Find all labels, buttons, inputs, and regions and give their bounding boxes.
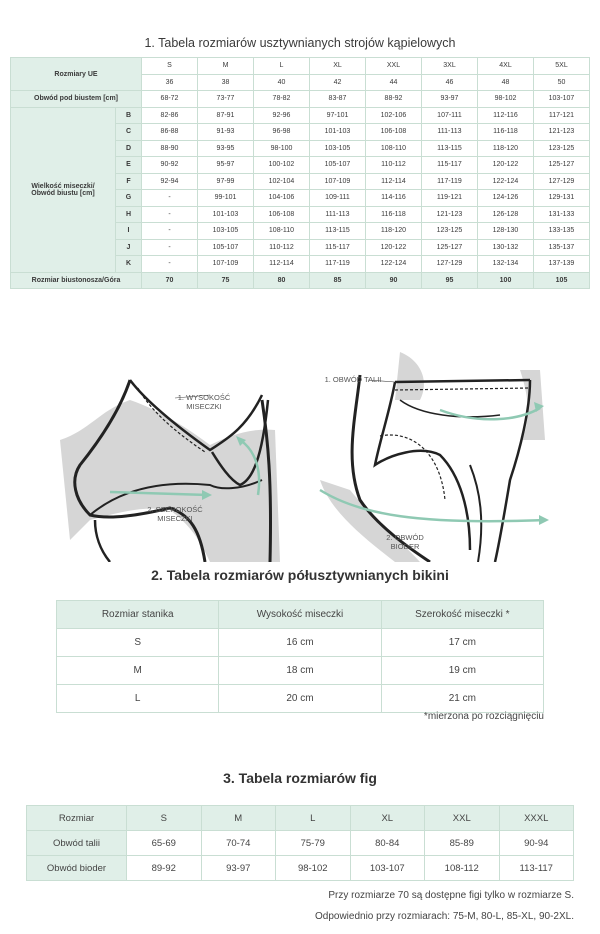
cup-letter: C (116, 124, 142, 141)
footer-cell: 95 (422, 272, 478, 289)
label-cup-width-2: MISECZKI (157, 514, 193, 523)
underbust-cell: 83-87 (310, 91, 366, 108)
size-header: 4XL (478, 58, 534, 75)
underbust-cell: 88-92 (366, 91, 422, 108)
table-cell: 113-117 (499, 856, 574, 881)
bust-cell: 107-109 (198, 256, 254, 273)
bust-cell: 98-100 (254, 140, 310, 157)
bust-cell: 102-104 (254, 173, 310, 190)
row-label-footer: Rozmiar biustonosza/Góra (11, 272, 142, 289)
column-header: Wysokość miseczki (219, 601, 381, 629)
bra-illustration (60, 380, 280, 562)
bust-cell: 112-114 (254, 256, 310, 273)
bust-cell: 122-124 (478, 173, 534, 190)
bust-cell: 101-103 (310, 124, 366, 141)
bust-cell: 119-121 (422, 190, 478, 207)
briefs-size-table (26, 805, 574, 881)
eu-cell: 50 (534, 74, 590, 91)
footer-cell: 85 (310, 272, 366, 289)
eu-cell: 48 (478, 74, 534, 91)
size-header: XXL (366, 58, 422, 75)
bust-cell: 124-126 (478, 190, 534, 207)
bust-cell: - (142, 206, 198, 223)
cup-letter: H (116, 206, 142, 223)
table-cell: 103-107 (350, 856, 425, 881)
footer-row (11, 272, 590, 289)
label-cup-width-1: 2. SZEROKOŚĆ (147, 505, 203, 514)
cup-letter: E (116, 157, 142, 174)
bust-cell: 127-129 (422, 256, 478, 273)
table-cell: L (57, 685, 219, 713)
bra-size-table (10, 57, 590, 289)
footer-cell: 100 (478, 272, 534, 289)
footer-cell: 75 (198, 272, 254, 289)
row-label-cup (11, 107, 116, 272)
size-header: M (198, 58, 254, 75)
table-cell: 20 cm (219, 685, 381, 713)
size-header: 5XL (534, 58, 590, 75)
label-cup-height-2: MISECZKI (186, 402, 222, 411)
bust-cell: 101-103 (198, 206, 254, 223)
bust-cell: 87-91 (198, 107, 254, 124)
bust-cell: 97-99 (198, 173, 254, 190)
table-cell: 90-94 (499, 831, 574, 856)
bust-cell: 107-109 (310, 173, 366, 190)
bust-cell: - (142, 190, 198, 207)
bust-cell: 115-117 (310, 239, 366, 256)
bust-cell: 128-130 (478, 223, 534, 240)
bust-cell: 107-111 (422, 107, 478, 124)
bust-cell: 126-128 (478, 206, 534, 223)
cup-letter: F (116, 173, 142, 190)
eu-cell: 38 (198, 74, 254, 91)
bust-cell: 120-122 (366, 239, 422, 256)
table-cell: 70-74 (201, 831, 276, 856)
table-cell: S (57, 629, 219, 657)
column-header: S (127, 806, 202, 831)
bust-cell: 120-122 (478, 157, 534, 174)
underbust-cell: 93-97 (422, 91, 478, 108)
bust-cell: 133-135 (534, 223, 590, 240)
cup-letter: G (116, 190, 142, 207)
cup-letter: J (116, 239, 142, 256)
table-cell: 80-84 (350, 831, 425, 856)
bust-cell: 111-113 (310, 206, 366, 223)
label-waist: 1. OBWÓD TALII (324, 375, 382, 384)
bust-cell: 112-114 (366, 173, 422, 190)
bust-cell: 117-121 (534, 107, 590, 124)
bust-cell: 110-112 (254, 239, 310, 256)
column-header: L (276, 806, 351, 831)
bust-cell: 121-123 (422, 206, 478, 223)
bust-cell: 103-105 (310, 140, 366, 157)
bust-cell: - (142, 239, 198, 256)
underbust-cell: 103-107 (534, 91, 590, 108)
bust-cell: 111-113 (422, 124, 478, 141)
bust-cell: 105-107 (198, 239, 254, 256)
bust-cell: 109-111 (310, 190, 366, 207)
column-header: Rozmiar stanika (57, 601, 219, 629)
table2-title: 2. Tabela rozmiarów półusztywnianych bikini (151, 567, 449, 583)
column-header: M (201, 806, 276, 831)
bust-cell: 121-123 (534, 124, 590, 141)
bust-cell: 108-110 (254, 223, 310, 240)
bust-cell: 102-106 (366, 107, 422, 124)
cup-letter: D (116, 140, 142, 157)
underbust-cell: 73-77 (198, 91, 254, 108)
row-label-eu: Rozmiary UE (11, 58, 142, 91)
bust-cell: 113-115 (310, 223, 366, 240)
bust-cell: 90-92 (142, 157, 198, 174)
table-cell: 108-112 (425, 856, 500, 881)
eu-cell: 42 (310, 74, 366, 91)
table-cell: M (57, 657, 219, 685)
footer-cell: 90 (366, 272, 422, 289)
bust-cell: 137-139 (534, 256, 590, 273)
table-cell: 19 cm (381, 657, 543, 685)
table-cell: 18 cm (219, 657, 381, 685)
table-cell: 65-69 (127, 831, 202, 856)
underbust-cell: 78-82 (254, 91, 310, 108)
bust-cell: 112-116 (478, 107, 534, 124)
cup-letter: I (116, 223, 142, 240)
column-header: Rozmiar (27, 806, 127, 831)
size-header: L (254, 58, 310, 75)
header-row (27, 806, 574, 831)
bust-cell: 91-93 (198, 124, 254, 141)
table-row (27, 831, 574, 856)
bust-cell: - (142, 223, 198, 240)
cup-label-line-1: Wielkość miseczki/ (31, 182, 95, 190)
cup-row (11, 107, 590, 124)
size-header: 3XL (422, 58, 478, 75)
eu-cell: 46 (422, 74, 478, 91)
label-hips-1: 2. OBWÓD (386, 533, 424, 542)
table-cell: 16 cm (219, 629, 381, 657)
bust-cell: 127-129 (534, 173, 590, 190)
bust-cell: 114-116 (366, 190, 422, 207)
table-row (57, 685, 544, 713)
bust-cell: 115-117 (422, 157, 478, 174)
bust-cell: 113-115 (422, 140, 478, 157)
bust-cell: 131-133 (534, 206, 590, 223)
column-header: Szerokość miseczki * (381, 601, 543, 629)
row-label: Obwód talii (27, 831, 127, 856)
table-cell: 17 cm (381, 629, 543, 657)
bust-cell: 125-127 (534, 157, 590, 174)
bust-cell: 117-119 (422, 173, 478, 190)
underbust-row (11, 91, 590, 108)
bust-cell: 110-112 (366, 157, 422, 174)
bust-cell: 103-105 (198, 223, 254, 240)
bust-cell: 82-86 (142, 107, 198, 124)
table-row (27, 856, 574, 881)
table-row (57, 657, 544, 685)
bust-cell: 106-108 (254, 206, 310, 223)
table-cell: 98-102 (276, 856, 351, 881)
column-header: XXL (425, 806, 500, 831)
bust-cell: 108-110 (366, 140, 422, 157)
eu-cell: 36 (142, 74, 198, 91)
bust-cell: 88-90 (142, 140, 198, 157)
bust-cell: 116-118 (478, 124, 534, 141)
footer-cell: 80 (254, 272, 310, 289)
measurement-diagram (0, 340, 600, 562)
bust-cell: 95-97 (198, 157, 254, 174)
size-header: S (142, 58, 198, 75)
bust-cell: 93-95 (198, 140, 254, 157)
bust-cell: 105-107 (310, 157, 366, 174)
column-header: XXXL (499, 806, 574, 831)
bust-cell: 86-88 (142, 124, 198, 141)
underbust-cell: 68-72 (142, 91, 198, 108)
bust-cell: 100-102 (254, 157, 310, 174)
label-cup-height-1: 1. WYSOKOŚĆ (177, 393, 231, 402)
row-label-underbust: Obwód pod biustem [cm] (11, 91, 142, 108)
bust-cell: 125-127 (422, 239, 478, 256)
cup-letter: B (116, 107, 142, 124)
bust-cell: 92-96 (254, 107, 310, 124)
underbust-cell: 98-102 (478, 91, 534, 108)
bust-cell: 118-120 (478, 140, 534, 157)
table-cell: 21 cm (381, 685, 543, 713)
table3-title: 3. Tabela rozmiarów fig (223, 770, 377, 786)
table-cell: 75-79 (276, 831, 351, 856)
row-label: Obwód bioder (27, 856, 127, 881)
table-cell: 93-97 (201, 856, 276, 881)
footer-cell: 105 (534, 272, 590, 289)
header-row (57, 601, 544, 629)
bust-cell: 130-132 (478, 239, 534, 256)
table-cell: 89-92 (127, 856, 202, 881)
bust-cell: 118-120 (366, 223, 422, 240)
table3-note-1: Przy rozmiarze 70 są dostępne figi tylko w rozmiarze S. (328, 890, 574, 901)
bust-cell: 132-134 (478, 256, 534, 273)
bust-cell: 116-118 (366, 206, 422, 223)
bust-cell: 122-124 (366, 256, 422, 273)
bikini-size-table (56, 600, 544, 713)
bust-cell: - (142, 256, 198, 273)
cup-label-line-2: Obwód biustu [cm] (31, 189, 95, 197)
size-header: XL (310, 58, 366, 75)
bust-cell: 92-94 (142, 173, 198, 190)
footer-cell: 70 (142, 272, 198, 289)
bust-cell: 117-119 (310, 256, 366, 273)
bust-cell: 97-101 (310, 107, 366, 124)
eu-cell: 44 (366, 74, 422, 91)
label-hips-2: BIODER (390, 542, 420, 551)
table2-note: *mierzona po rozciągnięciu (423, 711, 544, 722)
table-row (57, 629, 544, 657)
cup-letter: K (116, 256, 142, 273)
bust-cell: 123-125 (422, 223, 478, 240)
bust-cell: 106-108 (366, 124, 422, 141)
bust-cell: 99-101 (198, 190, 254, 207)
table1-title: 1. Tabela rozmiarów usztywnianych strojów kąpielowych (144, 36, 456, 50)
column-header: XL (350, 806, 425, 831)
bust-cell: 96-98 (254, 124, 310, 141)
bust-cell: 135-137 (534, 239, 590, 256)
bust-cell: 123-125 (534, 140, 590, 157)
size-row (11, 58, 590, 75)
table-cell: 85-89 (425, 831, 500, 856)
bust-cell: 129-131 (534, 190, 590, 207)
eu-cell: 40 (254, 74, 310, 91)
bust-cell: 104-106 (254, 190, 310, 207)
table3-note-2: Odpowiednio przy rozmiarach: 75-M, 80-L, 85-XL, 90-2XL. (314, 911, 574, 922)
